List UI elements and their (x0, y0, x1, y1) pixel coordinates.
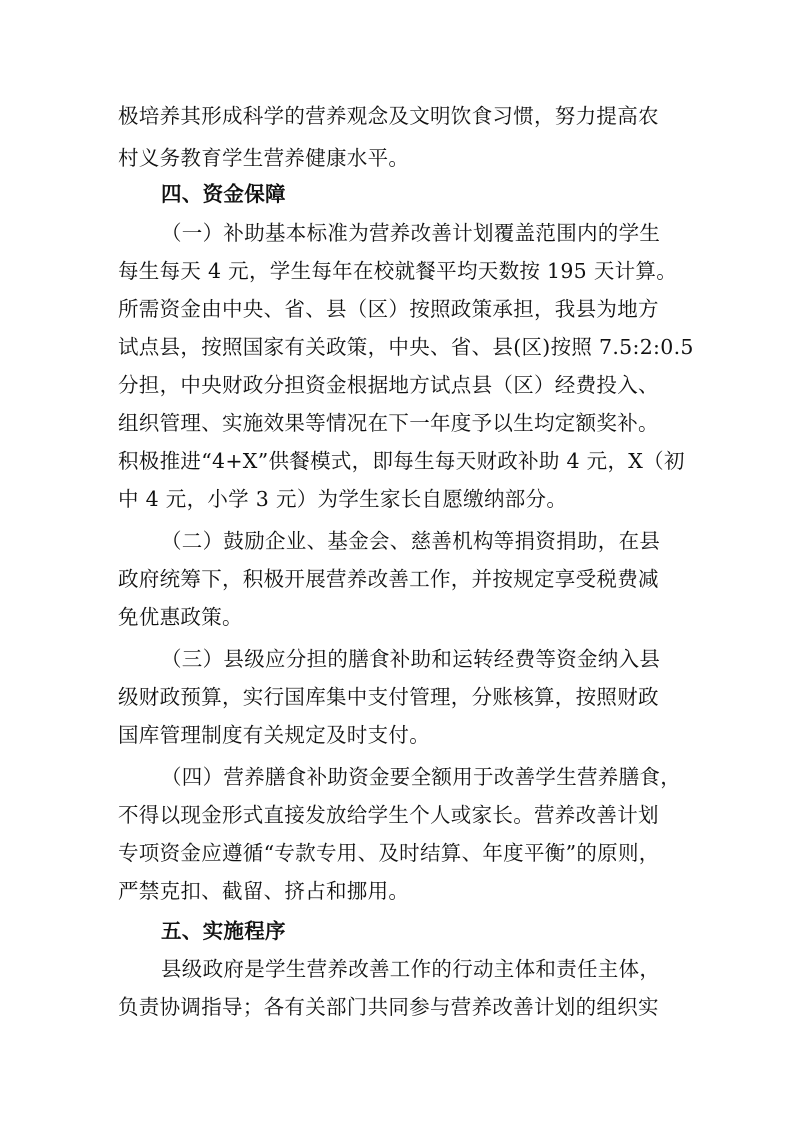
body-text-line: 县级政府是学生营养改善工作的行动主体和责任主体， (161, 957, 661, 981)
body-text-line: 村义务教育学生营养健康水平。 (118, 146, 410, 170)
body-text-line: 积极推进“4+X”供餐模式，即每生每天财政补助 4 元，X（初 (118, 449, 685, 473)
body-text-line: 每生每天 4 元，学生每年在校就餐平均天数按 195 天计算。 (118, 259, 678, 283)
body-text-line: （三）县级应分担的膳食补助和运转经费等资金纳入县 (161, 647, 661, 671)
section-heading-funding: 四、资金保障 (161, 182, 286, 206)
body-text-line: （四）营养膳食补助资金要全额用于改善学生营养膳食， (161, 765, 681, 789)
body-text-line: 试点县，按照国家有关政策，中央、省、县(区)按照 7.5:2:0.5 (118, 335, 694, 359)
body-text-line: 极培养其形成科学的营养观念及文明饮食习惯，努力提高农 (118, 104, 659, 128)
body-text-line: （一）补助基本标准为营养改善计划覆盖范围内的学生 (161, 221, 661, 245)
body-text-line: （二）鼓励企业、基金会、慈善机构等捐资捐助，在县 (161, 529, 661, 553)
body-text-line: 中 4 元，小学 3 元）为学生家长自愿缴纳部分。 (118, 487, 568, 511)
body-text-line: 组织管理、实施效果等情况在下一年度予以生均定额奖补。 (118, 411, 659, 435)
body-text-line: 不得以现金形式直接发放给学生个人或家长。营养改善计划 (118, 803, 659, 827)
body-text-line: 政府统筹下，积极开展营养改善工作，并按规定享受税费减 (118, 567, 659, 591)
body-text-line: 分担，中央财政分担资金根据地方试点县（区）经费投入、 (118, 373, 659, 397)
body-text-line: 专项资金应遵循“专款专用、及时结算、年度平衡”的原则， (118, 841, 660, 865)
body-text-line: 所需资金由中央、省、县（区）按照政策承担，我县为地方 (118, 297, 659, 321)
section-heading-procedure: 五、实施程序 (161, 919, 286, 943)
body-text-line: 严禁克扣、截留、挤占和挪用。 (118, 879, 410, 903)
body-text-line: 级财政预算，实行国库集中支付管理，分账核算，按照财政 (118, 685, 659, 709)
body-text-line: 国库管理制度有关规定及时支付。 (118, 723, 430, 747)
body-text-line: 免优惠政策。 (118, 605, 243, 629)
body-text-line: 负责协调指导；各有关部门共同参与营养改善计划的组织实 (118, 995, 659, 1019)
